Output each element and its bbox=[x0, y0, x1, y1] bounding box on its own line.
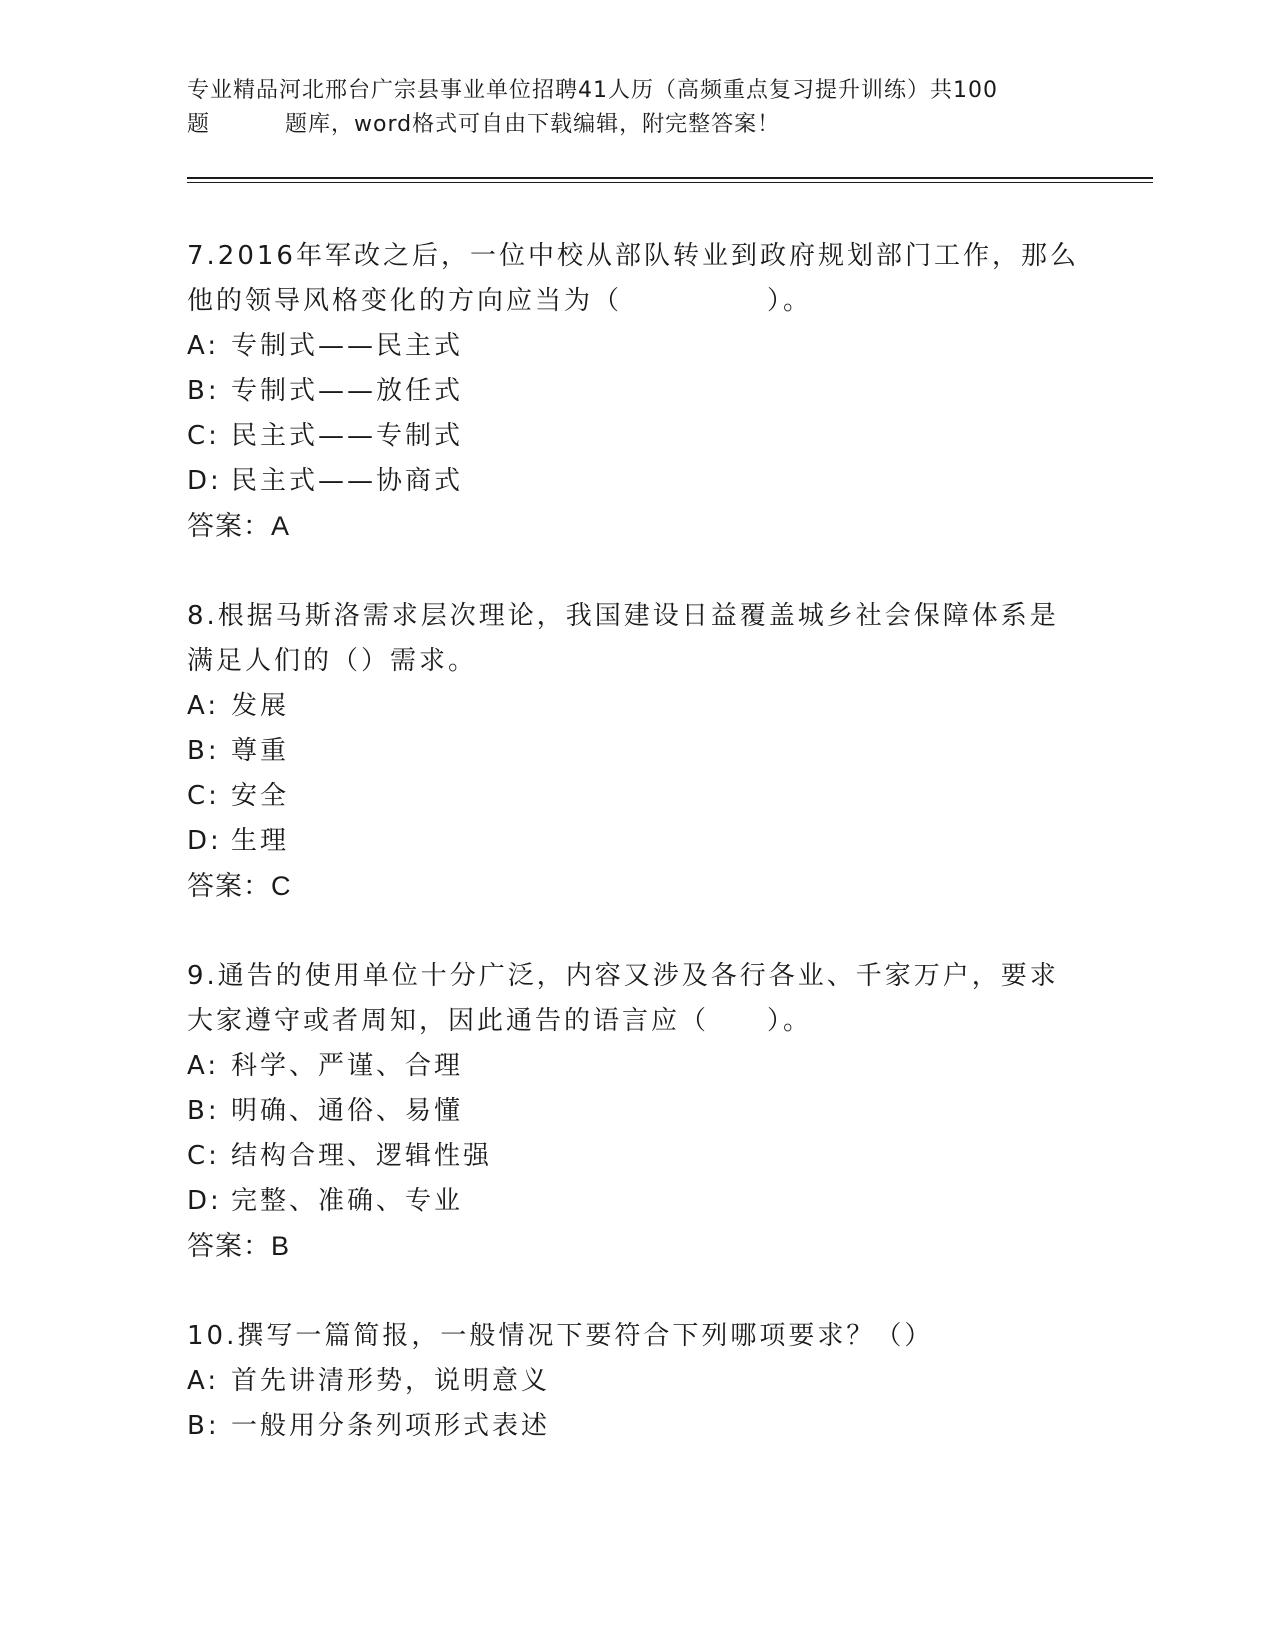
option-text: 明确、通俗、易懂 bbox=[231, 1096, 464, 1126]
header-title-line: 专业精品河北邢台广宗县事业单位招聘41人历（高频重点复习提升训练）共100 bbox=[187, 78, 998, 103]
question-stem-line: 大家遵守或者周知，因此通告的语言应（ ）。 bbox=[187, 1006, 813, 1036]
question-7 bbox=[187, 234, 1087, 549]
question-list bbox=[187, 234, 1087, 1494]
option-text: 首先讲清形势，说明意义 bbox=[231, 1366, 551, 1396]
option-text: 专制式——放任式 bbox=[231, 376, 464, 406]
header-subtitle-prefix: 题 bbox=[187, 112, 211, 137]
option-letter: B: bbox=[187, 1411, 220, 1441]
option-d bbox=[187, 459, 1087, 504]
option-letter: D: bbox=[187, 1186, 222, 1216]
option-letter: A: bbox=[187, 691, 220, 721]
option-letter: C: bbox=[187, 781, 220, 811]
option-letter: B: bbox=[187, 736, 220, 766]
option-text: 专制式——民主式 bbox=[231, 331, 464, 361]
option-text: 尊重 bbox=[231, 736, 290, 766]
option-text: 发展 bbox=[231, 691, 290, 721]
answer-line: 答案：A bbox=[187, 511, 291, 541]
option-text: 结构合理、逻辑性强 bbox=[231, 1141, 493, 1171]
option-a bbox=[187, 324, 1087, 369]
option-b bbox=[187, 729, 1087, 774]
option-a bbox=[187, 1359, 1087, 1404]
question-stem-line: 满足人们的（）需求。 bbox=[187, 646, 478, 676]
header-subtitle-line bbox=[187, 108, 1067, 142]
question-stem-line: 10.撰写一篇简报，一般情况下要符合下列哪项要求？（） bbox=[187, 1321, 934, 1351]
option-letter: B: bbox=[187, 376, 220, 406]
option-letter: A: bbox=[187, 331, 220, 361]
option-a bbox=[187, 1044, 1087, 1089]
question-stem-line: 9.通告的使用单位十分广泛，内容又涉及各行各业、千家万户，要求 bbox=[187, 961, 1059, 991]
answer-line: 答案：C bbox=[187, 871, 292, 901]
header-subtitle-text: 题库，word格式可自由下载编辑，附完整答案！ bbox=[285, 112, 781, 137]
header-divider-thin bbox=[187, 182, 1153, 183]
option-text: 安全 bbox=[231, 781, 290, 811]
option-letter: C: bbox=[187, 1141, 220, 1171]
option-c bbox=[187, 774, 1087, 819]
option-letter: B: bbox=[187, 1096, 220, 1126]
option-text: 完整、准确、专业 bbox=[231, 1186, 464, 1216]
document-header bbox=[187, 74, 1067, 142]
question-stem-line: 他的领导风格变化的方向应当为（ ）。 bbox=[187, 286, 813, 316]
option-c bbox=[187, 414, 1087, 459]
option-text: 一般用分条列项形式表述 bbox=[231, 1411, 551, 1441]
option-text: 民主式——专制式 bbox=[231, 421, 464, 451]
option-d bbox=[187, 1179, 1087, 1224]
question-10 bbox=[187, 1314, 1087, 1449]
option-b bbox=[187, 1089, 1087, 1134]
option-text: 科学、严谨、合理 bbox=[231, 1051, 464, 1081]
option-text: 民主式——协商式 bbox=[231, 466, 464, 496]
option-letter: A: bbox=[187, 1051, 220, 1081]
question-8 bbox=[187, 594, 1087, 909]
option-b bbox=[187, 1404, 1087, 1449]
question-stem-line: 7.2016年军改之后，一位中校从部队转业到政府规划部门工作，那么 bbox=[187, 241, 1079, 271]
option-letter: D: bbox=[187, 466, 222, 496]
question-stem-line: 8.根据马斯洛需求层次理论，我国建设日益覆盖城乡社会保障体系是 bbox=[187, 601, 1059, 631]
option-text: 生理 bbox=[231, 826, 290, 856]
answer-line: 答案：B bbox=[187, 1231, 291, 1261]
option-d bbox=[187, 819, 1087, 864]
question-9 bbox=[187, 954, 1087, 1269]
option-letter: A: bbox=[187, 1366, 220, 1396]
option-b bbox=[187, 369, 1087, 414]
option-letter: C: bbox=[187, 421, 220, 451]
option-letter: D: bbox=[187, 826, 222, 856]
option-c bbox=[187, 1134, 1087, 1179]
option-a bbox=[187, 684, 1087, 729]
header-divider-thick bbox=[187, 177, 1153, 179]
